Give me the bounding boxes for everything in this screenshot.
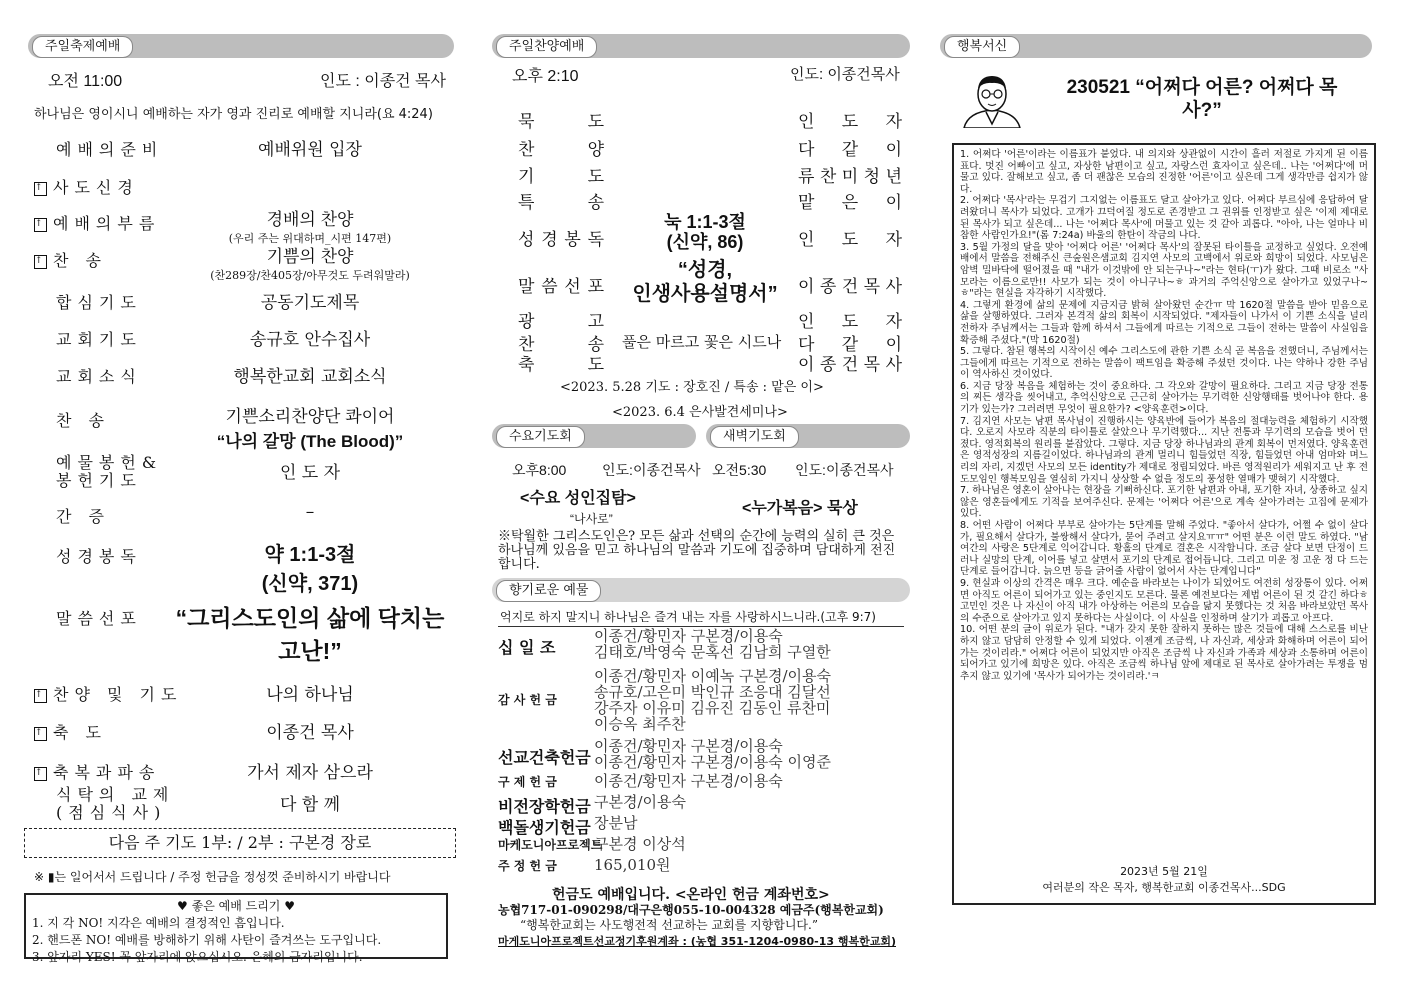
order-value-main: – xyxy=(305,502,315,522)
afternoon-order-role: 다 같 이 xyxy=(798,335,902,355)
order-label xyxy=(34,248,107,271)
order-value xyxy=(170,502,450,522)
schedule-line-1: <2023. 5.28 기도 : 장호진 / 특송 : 맡은 이> xyxy=(560,380,824,395)
afternoon-order-label: 묵 도 xyxy=(518,112,604,132)
letter-body xyxy=(954,145,1374,682)
section-header-afternoon-worship xyxy=(492,34,910,58)
offering-verse: 억지로 하지 말지니 하나님은 즐겨 내는 자를 사랑하시느니라.(고후 9:7) xyxy=(500,610,876,624)
order-value-main: 약 1:1-3절 xyxy=(264,544,356,566)
order-value-main: 가서 제자 삼으라 xyxy=(247,763,373,783)
offering-names xyxy=(594,836,686,852)
order-label xyxy=(34,786,174,822)
offering-name-line: 장분남 xyxy=(594,814,638,832)
letter-paragraph: 10. 어떤 분의 글이 위로가 된다. "내가 갖지 못한 잘하지 못하는 많은 것들에 대해 스스로를 비난하지 않고 담담히 안정할 수 있게 되었다. 이젠게 조금씩, 나 자신과, 세상과 화해하며 어른이 되어가는 것이리라." 어쩌다 어른이 되었지만 아직은 조금씩 나 자신과 가족과 세상과 소통하며 어른이 되어가고 있기에 희망은 있다. 아직은 조금씩 하나님 앞에 제대로 된 목사로 살아가려는 투쟁을 멈추지 않고 있기에 '목사가 되어가는 것이리라.'ㅋ xyxy=(960,624,1368,682)
letter-paragraph: 9. 현실과 이상의 간격은 매우 크다. 예순을 바라보는 나이가 되었어도 여전히 성장통이 있다. 어쩌면 아직도 어른이 되어가고 있는 중인지도 모른다. 물론 예전보다는 제법 어른이 된 것 같긴 하다ㅎ 고민인 것은 나 자신이 아직 내가 아상하는 어른의 모습을 닮지 못했다는 것 처음 바라보았던 목사의 수준으로 살아가고 있지 못하다는 사실이다. 이 사실을 인정하며 살기가 괴롭고 아프다. xyxy=(960,577,1368,624)
afternoon-order-role: 인 도 자 xyxy=(798,112,902,132)
section-header-label: 주일축제예배 xyxy=(32,36,133,58)
afternoon-order-role: 이 종 건 목 사 xyxy=(798,355,902,375)
order-value-sub: 고난!” xyxy=(278,638,342,664)
letter-date: 2023년 5월 21일 xyxy=(1120,865,1208,878)
section-header-sunday-worship xyxy=(28,34,454,58)
stand-marker-icon: ↑ xyxy=(34,182,47,196)
offering-name-line: 이종건/황민자 구본경/이용숙 xyxy=(594,772,783,790)
order-value xyxy=(170,325,450,350)
offering-label: 구 제 헌 금 xyxy=(498,775,557,789)
afternoon-scripture xyxy=(630,212,780,252)
order-label-text: 교회기도 xyxy=(56,330,142,349)
section-header-label: 주일찬양예배 xyxy=(496,36,597,58)
offering-name-line: 강주자 이유미 김유진 김동인 류찬미 xyxy=(594,699,831,717)
afternoon-sermon-title-1: “성경, xyxy=(677,259,733,281)
offering-name-line: 이종건/황민자 구본경/이용숙 xyxy=(594,627,783,645)
order-label-text: 예배의준비 xyxy=(56,140,164,159)
order-value-main: 기쁨의 찬양 xyxy=(266,247,354,266)
order-value xyxy=(170,402,450,452)
order-value-main: 행복한교회 교회소식 xyxy=(233,367,387,387)
bank-account: 농협717-01-090298/대구은행055-10-004328 예금주(행복한교회) xyxy=(498,903,884,917)
wed-leader: 인도:이종건목사 xyxy=(602,462,701,478)
stand-marker-icon: ↑ xyxy=(34,727,47,741)
order-label-text-2: 봉헌기도 xyxy=(56,471,142,490)
letter-paragraph: 1. 어쩌다 '어른'이라는 이름표가 붙었다. 내 의지와 상관없이 시간이 흘러 저절로 가지게 된 이름표다. 멋진 어빠이고 싶고, 자상한 남편이고 싶고, 자랑스런 효자이고 싶은데.. 나는 '어쩌다'에 머물고 있다. 잘해보고 싶고, 좀 더 괜찮은 모습의 진정한 '어른'이고 싶은데 그게 생각만큼 쉽지가 않다. xyxy=(960,149,1368,195)
order-value xyxy=(170,458,450,483)
offering-label: 십 일 조 xyxy=(498,638,556,657)
order-label xyxy=(34,327,142,350)
offering-label: 마케도니아프로젝트 xyxy=(498,838,603,852)
offering-name-line: 이승옥 최주찬 xyxy=(594,715,686,733)
macedonia-account: 마게도니아프로젝트선교정기후원계좌 : (농협 351-1204-0980-13 행복한교회) xyxy=(498,935,896,948)
worship-time: 오전 11:00 xyxy=(48,73,123,90)
afternoon-leader: 인도: 이종건목사 xyxy=(790,66,900,83)
next-week-prayer: 다음 주 기도 1부: / 2부 : 구본경 장로 xyxy=(108,833,372,852)
letter-signature: 여러분의 작은 목자, 행복한교회 이종건목사...SDG xyxy=(1042,881,1286,894)
pastor-portrait-icon xyxy=(958,72,1026,128)
mission-statement: “행복한교회는 사도행전적 선교하는 교회를 지향합니다.” xyxy=(520,918,818,932)
afternoon-order-label: 기 도 xyxy=(518,167,604,187)
offering-name-line: 김태호/박영숙 문혹선 김남희 구열한 xyxy=(594,643,831,661)
offering-name-line: 구본경/이용숙 xyxy=(594,793,686,811)
order-label-text: 찬 송 xyxy=(53,251,107,270)
order-label-text: 합심기도 xyxy=(56,293,142,312)
order-value-main: 기쁜소리찬양단 콰이어 xyxy=(225,407,395,426)
order-label xyxy=(34,504,110,527)
section-header-label: 새벽기도회 xyxy=(710,426,799,448)
offering-label: 비전장학헌금 xyxy=(498,797,591,816)
order-value-sub: (우리 주는 위대하며_시편 147편) xyxy=(228,232,392,245)
order-label-text: 찬 송 xyxy=(56,411,110,430)
good-worship-title: ♥ 좋은 예배 드리기 ♥ xyxy=(177,899,295,913)
afternoon-sermon-title-2: 인생사용설명서” xyxy=(632,283,778,305)
order-label-text: 찬양 및 기도 xyxy=(53,685,183,704)
section-header-letter xyxy=(940,34,1372,58)
order-value-sub: (신약, 371) xyxy=(261,573,359,595)
good-worship-line-3: 3. 앞자리 YES! 꼭 앞자리에 앉으십시오. 은혜의 금자리입니다. xyxy=(32,950,363,964)
letter-paragraph: 4. 그렇게 환경에 삶의 문제에 지금지금 밝혀 살아왔던 순간ㅠ 막 1620절 말씀을 받아 믿음으로 삶을 살행하였다. 그러자 본격적 삶의 회복이 시작되었다. "제자들이 나가서 이 기쁜 소식을 널리 전하자 주님께서는 그들과 함께 하셔서 그들에게 따르는 기적으로 그들이 전하는 말씀이 사실임을 확증해 주셨다."(막 1620절) xyxy=(960,299,1368,346)
order-value-main: 공동기도제목 xyxy=(260,293,360,313)
order-label xyxy=(34,211,160,234)
order-value-sub: “나의 갈망 (The Blood)” xyxy=(216,432,404,451)
afternoon-order-role: 이 종 건 목 사 xyxy=(798,277,902,297)
letter-paragraph: 6. 지금 당장 복음을 체험하는 것이 중요하다. 그 각오와 갈망이 필요하다. 그리고 지금 당장 전통의 찌든 생각을 씻어내고, 추억신앙으로 근근히 살아가는 무기력한 신앙행태를 벗어나야 한다. 용기가 있는가? 그러려면 무엇이 필요한가? <양육훈련>이다. xyxy=(960,380,1368,416)
afternoon-order-role: 다 같 이 xyxy=(798,140,902,160)
offering-names xyxy=(594,815,637,831)
worship-verse: 하나님은 영이시니 예배하는 자가 영과 진리로 예배할 지니라(요 4:24) xyxy=(34,107,433,122)
order-value xyxy=(170,362,450,387)
order-label-text-2: (점심식사) xyxy=(56,803,167,822)
order-label-text: 말씀선포 xyxy=(56,609,142,628)
order-label-text: 식탁의 교제 xyxy=(56,785,175,804)
footnote: ※ ▮는 일어서서 드립니다 / 주정 헌금을 정성껏 준비하시기 바랍니다 xyxy=(34,870,391,884)
good-worship-line-2: 2. 핸드폰 NO! 예배를 방해하기 위해 사탄이 즐겨쓰는 도구입니다. xyxy=(32,933,382,947)
order-value xyxy=(170,135,450,160)
afternoon-order-label: 축 도 xyxy=(518,355,604,375)
next-week-box xyxy=(24,828,456,858)
order-label xyxy=(34,175,139,198)
stand-marker-icon: ↑ xyxy=(34,218,47,232)
section-header-label: 향기로운 예물 xyxy=(496,580,601,602)
afternoon-order-label: 성 경 봉 독 xyxy=(518,230,604,250)
online-offering: 헌금도 예배입니다. <온라인 헌금 계좌번호> xyxy=(552,887,830,903)
letter-paragraph: 7. 김지연 사모는 남편 목사님이 진행하시는 양육반에 들어가 복음의 절대능력을 체험하기 시작했다. 오로지 사모라 직분의 타이틀로 살았으나 무기력했다... 지난 전통과 무기력의 모습을 벗어 던졌다. 영적회복의 원리를 붙잡았다. 그렇다. 지금 당장 하나님과의 관계 회복이 먼저였다. 양육훈련은 영적성장의 지름길이었다. 하나님과의 관계 멀리니 힘들었던 직장, 힘들었던 아내 엄마와 며느리의 자리, 지겠던 사모의 모든 identity가 제대로 정립되었다. 바른 영적원리가 세워지고 난 후 전도모임인 행복모임을 열심히 가지니 상상할 수 없을 정도의 풍성한 열매가 맺혀기 시작했다. xyxy=(960,415,1368,485)
order-value-main: 경배의 찬양 xyxy=(266,210,354,229)
order-label xyxy=(34,137,163,160)
offering-label: 백돌생기헌금 xyxy=(498,818,591,837)
order-label-text: 간 증 xyxy=(56,507,110,526)
order-label xyxy=(34,720,107,743)
afternoon-sermon xyxy=(615,258,795,306)
order-label xyxy=(34,364,142,387)
letter-paragraph: 5. 그렇다. 참된 행복의 시작이신 예수 그리스도에 관한 기쁜 소식 곧 복음을 전했더니, 주님께서는 그들에게 따르는 기적으로 전하는 말씀이 팩트임을 확증해 주셨던 것이다. 나는 약하나 강한 주님이 역사하신 것이었다. xyxy=(960,346,1368,381)
offering-names xyxy=(594,738,831,770)
letter-paragraph: 7. 하나님은 영혼이 살아나는 현장을 기뻐하신다. 포기한 남편과 아내, 포기한 자녀, 상종하고 싶지 않은 영혼들에게도 기적을 보여주신다. 문제는 '어쩌다 어른'으로 계속 살아가려는 고집에 문제가 있다. xyxy=(960,485,1368,520)
order-label-text: 성경봉독 xyxy=(56,547,142,566)
order-value-sub: (찬289장/찬405장/아무것도 두려워말라) xyxy=(210,269,410,282)
offering-label: 감 사 헌 금 xyxy=(498,693,557,707)
offering-name-line: 이종건/황민자 구본경/이용숙 이영준 xyxy=(594,753,831,771)
section-header-offering xyxy=(492,578,910,602)
wed-title: <수요 성인집탐> xyxy=(520,490,636,507)
letter-body-box xyxy=(952,143,1376,905)
letter-paragraph: 2. 어쩌다 '목사'라는 무겁기 그지없는 이름표도 달고 살아가고 있다. 어쩌다 부르심에 응답하여 달려왔더니 목사가 되었다. 고개가 끄덕여질 정도로 존경받고 그 권위를 인정받고 싶은 '이제 제대로 된 목사가 되고 싶은데... 나는 '어쩌다 목사'에 머물고 있는 것 같아 괴롭다. "아아, 나는 얼마나 비참한 사람인가요!"(롬 7:24a) 바울의 한탄이 작금의 나다. xyxy=(960,195,1368,242)
wed-sub: “나사로” xyxy=(570,512,613,526)
order-label xyxy=(34,682,182,705)
order-value xyxy=(170,205,450,246)
afternoon-order-label: 찬 송 xyxy=(518,335,604,355)
order-value-main: 나의 하나님 xyxy=(266,685,354,705)
letter-paragraph: 3. 5월 가정의 달을 맞아 '어쩌다 어른' '어쩌다 목사'의 잘못된 타이틀을 교정하고 싶었다. 오전예배에서 말씀을 전해주신 큰숲원은샘교회 김지연 사모의 고백에서 위로와 희망이 되었다. 사모님은 암벽 밀바닥에 떨어졌을 때 "내가 이것밖에 안 되는구나~"라는 현타(ㅜ)가 왔다. 그때 비로소 "사모라는 이름으로만!! 사모가 되는 것이 아니구나~ㅎ 과거의 주억신앙으로 살아가고 있었구나~ㅎ"라는 현실을 자각하기 시작했다. xyxy=(960,241,1368,300)
order-value-main: 다 함 께 xyxy=(279,795,341,815)
section-header-label: 행복서신 xyxy=(944,36,1020,58)
wed-time: 오후8:00 xyxy=(512,462,567,478)
offering-names xyxy=(594,668,831,732)
order-value xyxy=(170,680,450,705)
dawn-leader: 인도:이종건목사 xyxy=(795,462,894,478)
order-label xyxy=(34,408,110,431)
offering-label: 선교건축헌금 xyxy=(498,748,591,767)
order-value xyxy=(170,242,450,283)
afternoon-time: 오후 2:10 xyxy=(512,68,579,85)
afternoon-order-role: 류 찬 미 청 년 xyxy=(798,167,902,187)
afternoon-hymn: 풀은 마르고 꽃은 시드나 xyxy=(622,333,782,351)
offering-names xyxy=(594,794,686,810)
order-value-main: 이종건 목사 xyxy=(266,723,354,743)
order-label-text: 축복과파송 xyxy=(53,763,161,782)
order-value xyxy=(170,758,450,783)
order-value-main: 송규호 안수집사 xyxy=(249,330,371,350)
letter-title: 230521 “어쩌다 어른? 어쩌다 목사?” xyxy=(1066,77,1338,121)
stand-marker-icon: ↑ xyxy=(34,689,47,703)
afternoon-order-role: 인 도 자 xyxy=(798,230,902,250)
good-worship-line-1: 1. 지 각 NO! 지각은 예배의 결정적인 흠입니다. xyxy=(32,916,285,930)
schedule-line-2: <2023. 6.4 은사발견세미나> xyxy=(612,405,788,420)
section-header-wednesday xyxy=(492,424,696,448)
worship-leader: 인도 : 이종건 목사 xyxy=(320,73,446,90)
order-label-text: 예물봉헌& xyxy=(56,453,163,472)
offering-names xyxy=(594,628,831,660)
order-value xyxy=(170,600,450,666)
offering-label: 주 정 헌 금 xyxy=(498,859,557,873)
good-worship-box xyxy=(24,893,448,964)
order-value-main: 인 도 자 xyxy=(279,463,341,483)
afternoon-order-label: 특 송 xyxy=(518,193,604,213)
afternoon-order-label: 광 고 xyxy=(518,312,604,332)
order-label-text: 예배의부름 xyxy=(53,214,161,233)
afternoon-order-role: 인 도 자 xyxy=(798,312,902,332)
order-label xyxy=(34,544,142,567)
offering-name-line: 이종건/황민자 이예녹 구본경/이용숙 xyxy=(594,667,831,685)
afternoon-order-label: 찬 양 xyxy=(518,140,604,160)
order-label xyxy=(34,760,160,783)
order-value xyxy=(170,790,450,815)
offering-name-line: 이종건/황민자 구본경/이용숙 xyxy=(594,737,783,755)
offering-name-line: 165,010원 xyxy=(594,856,671,874)
order-value xyxy=(170,288,450,313)
section-header-dawn xyxy=(706,424,910,448)
order-label-text: 교회소식 xyxy=(56,367,142,386)
order-label-text: 축 도 xyxy=(53,723,107,742)
letter-paragraph: 8. 어떤 사람이 어쩌다 부부로 살아가는 5단계를 말해 주었다. "좋아서 살다가, 어쩔 수 없이 살다가, 필요해서 살다가, 불쌍해서 살다가, 묻어 주려고 살지요ㅠㅠ" 어떤 분은 이런 말도 하였다. "남여간의 사랑은 5단계로 익어갑니다. 황홀의 단계로 결혼은 시작합니다. 조금 살다 보면 단정이 드러나 실망의 단계, 이어를 넣고 살면서 포기의 단계로 접어듭니다. 그리고 미운 정 고운 정 다 드는 단계로 들어갑니다. 늙으면 등을 긁어줄 사람이 없어서 사는 단계입니다" xyxy=(960,520,1368,578)
dawn-title: <누가복음> 묵상 xyxy=(742,500,858,517)
afternoon-order-role: 맡 은 이 xyxy=(798,193,902,213)
section-header-label: 수요기도회 xyxy=(496,426,585,448)
order-label-text: 사도신경 xyxy=(53,178,139,197)
stand-marker-icon: ↑ xyxy=(34,767,47,781)
offering-names xyxy=(594,773,783,789)
order-value-main: 예배위원 입장 xyxy=(258,140,362,160)
order-value xyxy=(170,718,450,743)
offering-name-line: 구본경 이상석 xyxy=(594,835,686,853)
offering-names xyxy=(594,857,671,873)
order-value-main: “그리스도인의 삶에 닥치는 xyxy=(175,605,445,631)
order-value xyxy=(170,538,450,596)
afternoon-order-label: 말 씀 선 포 xyxy=(518,277,604,297)
order-label xyxy=(34,454,162,490)
offering-name-line: 송규호/고은미 박인규 조응대 김달선 xyxy=(594,683,831,701)
excellent-christian-note: ※탁월한 그리스도인은? 모든 삶과 선택의 순간에 능력의 실히 큰 것은 하나님께 있음을 믿고 하나님의 말씀과 기도에 집중하며 담대하게 전진합니다. xyxy=(498,529,896,572)
stand-marker-icon: ↑ xyxy=(34,255,47,269)
order-label xyxy=(34,606,142,629)
afternoon-scripture-sub: (신약, 86) xyxy=(666,232,744,252)
afternoon-scripture-ref: 눅 1:1-3절 xyxy=(664,212,746,232)
order-label xyxy=(34,290,142,313)
dawn-time: 오전5:30 xyxy=(712,462,767,478)
